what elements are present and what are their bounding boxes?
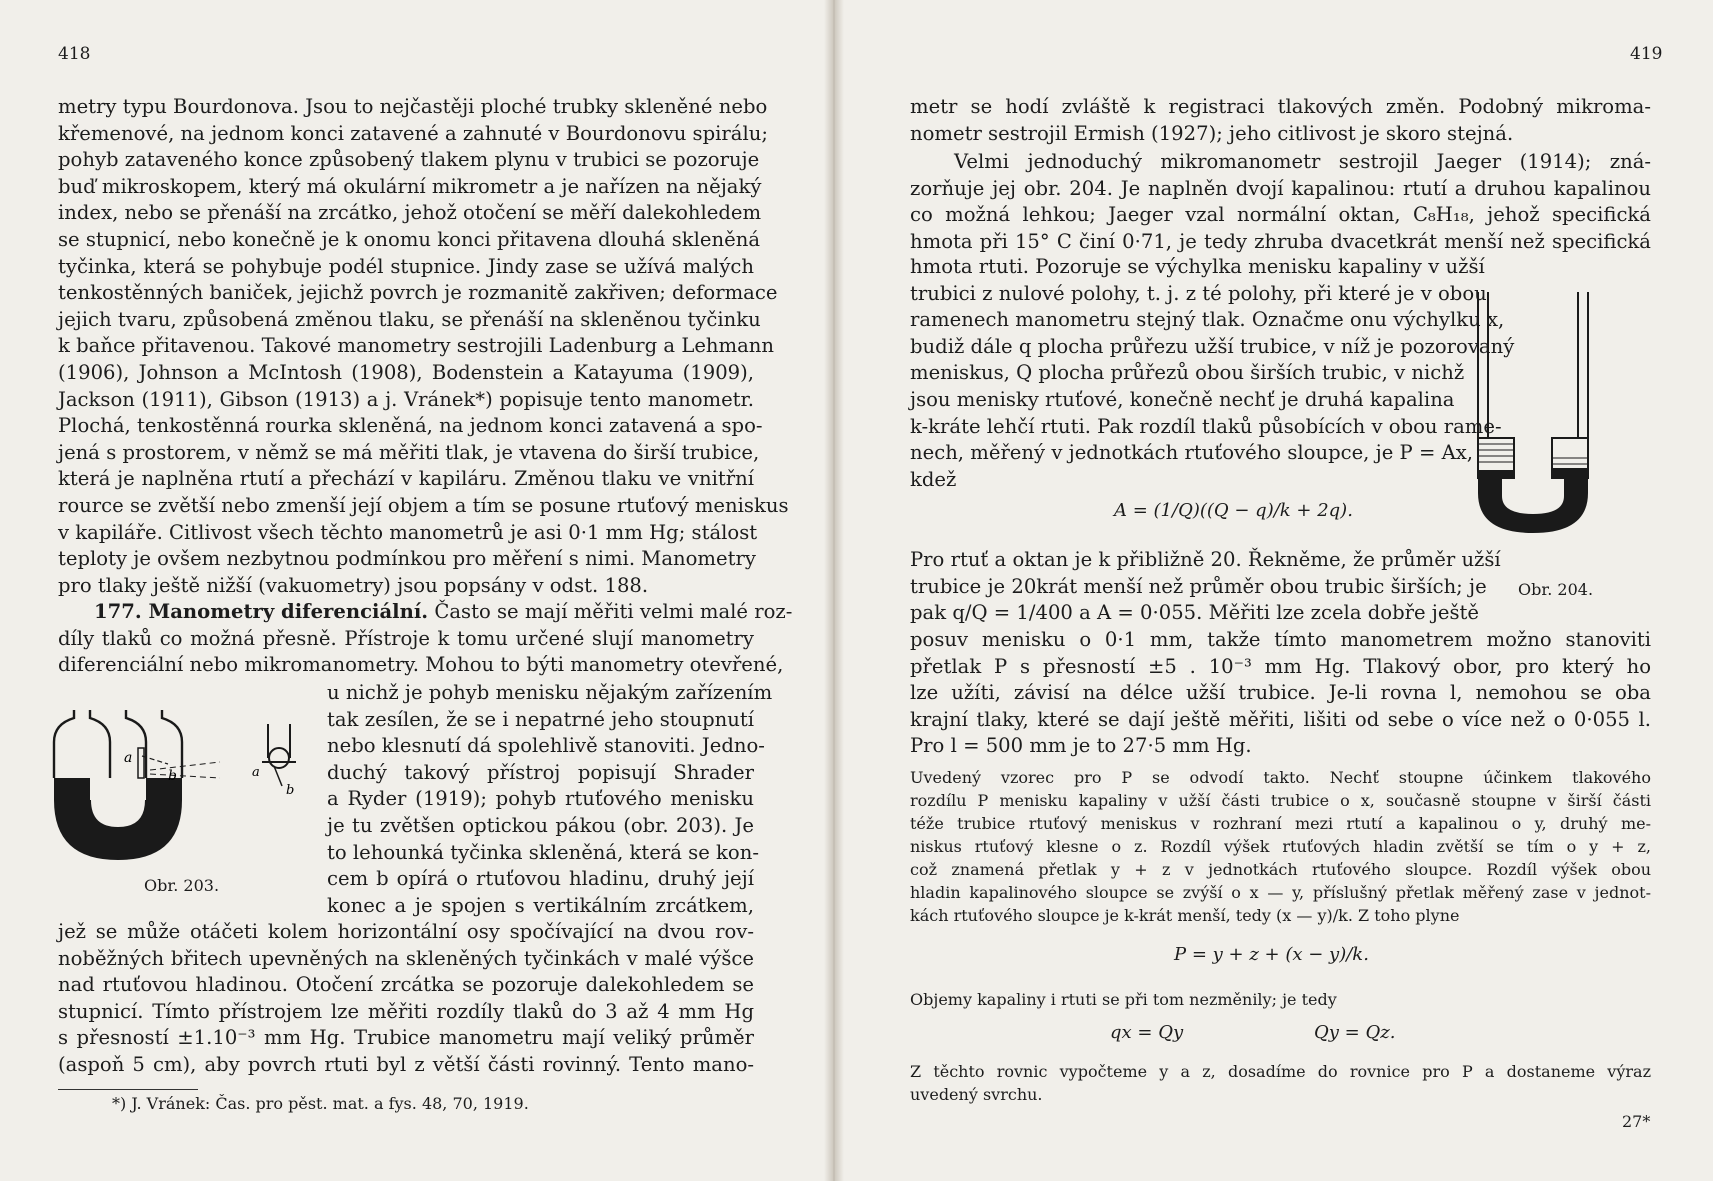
text-line: ramenech manometru stejný tlak. Označme onu výchylku x, [910,308,1505,332]
text-line: uvedený svrchu. [910,1085,1043,1104]
text-line: nad rtuťovou hladinou. Otočení zrcátka se pozoruje dalekohledem se [58,973,754,997]
left-paragraph-1 [58,94,793,679]
text-line: diferenciální nebo mikromanometry. Mohou to býti manometry otevřené, [58,653,784,677]
text-line: metr se hodí zvláště k registraci tlakových změn. Podobný mikroma- [910,95,1651,118]
section-177-first-line [58,599,793,626]
text-line: stupnicí. Tímto přístrojem lze měřiti rozdíly tlaků do 3 až 4 mm Hg [58,999,754,1023]
text-line: Plochá, tenkostěnná rourka skleněná, na jednom konci zatavená a spo- [58,414,763,438]
figure-203-caption: Obr. 203. [144,876,220,895]
text-line: nebo klesnutí dá spolehlivě stanoviti. Jedno- [327,734,765,758]
text-line: pohyb zataveného konce způsobený tlakem plynu v trubici se pozoruje [58,148,760,172]
right-wrapped-paragraph [910,254,1515,493]
text-line: Uvedený vzorec pro P se odvodí takto. Nechť stoupne účinkem tlakového [910,768,1651,787]
text-line: co možná lehkou; Jaeger vzal normální oktan, C₈H₁₈, jehož specifická [910,203,1651,227]
text-line: Často se mají měřiti velmi malé roz- [428,600,793,624]
text-line: duchý takový přístroj popisují Shrader [327,760,754,784]
text-line: což znamená přetlak y + z v jednotkách rtuťového sloupce. Rozdíl výšek obou [910,860,1651,879]
equation-qx: qx = Qy [1110,1022,1184,1043]
figure-label-b: b [168,768,177,784]
equation-P: P = y + z + (x − y)/k. [1174,944,1369,965]
text-line: lze užíti, závisí na délce užší trubice. Je-li rovna l, nemohou se oba [910,681,1651,705]
text-line: k baňce přitavenou. Takové manometry sestrojili Ladenburg a Lehmann [58,334,775,358]
text-line: tenkostěnných baniček, jejichž povrch je rozmanitě zakřiven; deformace [58,281,778,305]
text-line: pak q/Q = 1/400 a A = 0·055. Měřiti lze zcela dobře ještě [910,601,1479,625]
figure-203 [50,700,320,870]
figure-204-caption: Obr. 204. [1518,580,1594,599]
text-line: konec a je spojen s vertikálním zrcátkem, [327,893,754,917]
text-line: kách rtuťového sloupce je k-krát menší, tedy (x — y)/k. Z toho plyne [910,906,1460,925]
text-line: pro tlaky ještě nižší (vakuometry) jsou popsány v odst. 188. [58,573,649,597]
derivation-note-3 [910,1060,1651,1106]
text-line: jež se může otáčeti kolem horizontální osy spočívající na dvou rov- [58,920,754,943]
book-gutter [824,0,844,1181]
text-line: se stupnicí, nebo konečně je k onomu konci přitavena dlouhá skleněná [58,227,761,251]
left-paragraph-2 [58,919,754,1079]
text-line: jsou menisky rtuťové, konečně nechť je druhá kapalina [910,387,1455,411]
text-line: (aspoň 5 cm), aby povrch rtuti byl z větší části rovinný. Tento mano- [58,1052,754,1076]
text-line: křemenové, na jednom konci zatavené a zahnuté v Bourdonovu spirálu; [58,121,768,145]
text-line: která je naplněna rtutí a přechází v kapiláru. Změnou tlaku ve vnitřní [58,467,754,491]
right-paragraph-1 [910,94,1651,256]
text-line: cem b opírá o rtuťovou hladinu, druhý její [327,867,754,891]
left-page [0,0,824,1181]
text-line: (1906), Johnson a McIntosh (1908), Bodenstein a Katayuma (1909), [58,360,754,384]
footnote-rule [58,1089,198,1090]
text-line: je tu zvětšen optickou pákou (obr. 203). Je [327,813,754,837]
text-line: tyčinka, která se pohybuje podél stupnice. Jindy zase se užívá malých [58,254,754,278]
text-line: hladin kapalinového sloupce se zvýší o x — y, příslušný přetlak měřený zase v jednot- [910,883,1651,902]
signature-mark: 27* [1622,1112,1651,1131]
text-line: u nichž je pohyb menisku nějakým zařízením [327,681,773,704]
section-heading: 177. Manometry diferenciální. [94,600,429,624]
text-line: metry typu Bourdonova. Jsou to nejčastěji ploché trubky skleněné nebo [58,95,768,118]
text-line: Jackson (1911), Gibson (1913) a j. Vránek*) popisuje tento manometr. [58,387,754,411]
text-line: budiž dále q plocha průřezu užší trubice, v níž je pozorovaný [910,334,1515,358]
text-line: zorňuje jej obr. 204. Je naplněn dvojí kapalinou: rtutí a druhou kapalinou [910,176,1651,200]
derivation-note-2 [910,988,1651,1011]
text-line: rource se zvětší nebo zmenší její objem a tím se posune rtuťový meniskus [58,493,789,517]
text-line: meniskus, Q plocha průřezů obou širších trubic, v nichž [910,361,1465,385]
text-line: přetlak P s přesností ±5 . 10⁻³ mm Hg. Tlakový obor, pro který ho [910,654,1651,678]
text-line: posuv menisku o 0·1 mm, takže tímto manometrem možno stanoviti [910,628,1651,651]
figure-204 [1468,288,1608,558]
text-line: krajní tlaky, které se dají ještě měřiti, lišiti od sebe o více než o 0·055 l. [910,707,1651,731]
text-line: trubice je 20krát menší než průměr obou trubic širších; je [910,574,1487,598]
figure-label-a: a [124,750,133,766]
page-number-right: 419 [1630,44,1663,64]
text-line: Z těchto rovnic vypočteme y a z, dosadíme do rovnice pro P a dostaneme výraz [910,1062,1651,1081]
text-line: teploty je ovšem nezbytnou podmínkou pro měření s nimi. Manometry [58,547,756,571]
text-line: a Ryder (1919); pohyb rtuťového menisku [327,787,754,811]
text-line: niskus rtuťový klesne o z. Rozdíl výšek rtuťových hladin zvětší se tím o y + z, [910,837,1651,856]
text-line: trubici z nulové polohy, t. j. z té polohy, při které je v obou [910,281,1487,305]
derivation-note [910,766,1651,927]
text-line: nech, měřený v jednotkách rtuťového sloupce, je P = Ax, [910,441,1474,465]
text-line: nometr sestrojil Ermish (1927); jeho citlivost je skoro stejná. [910,121,1514,145]
equation-A: A = (1/Q)((Q − q)/k + 2q). [1114,500,1353,521]
footnote: *) J. Vránek: Čas. pro pěst. mat. a fys. 48, 70, 1919. [112,1094,529,1113]
text-line: hmota rtuti. Pozoruje se výchylka menisku kapaliny v užší [910,255,1485,278]
text-line: index, nebo se přenáší na zrcátko, jehož otočení se měří dalekohledem [58,201,762,225]
text-line: tak zesílen, že se i nepatrné jeho stoupnutí [327,707,754,731]
text-line: to lehounká tyčinka skleněná, která se kon- [327,840,759,864]
text-line: téže trubice rtuťový meniskus v rozhraní mezi rtutí a kapalinou o y, druhý me- [910,814,1651,833]
text-line: kdež [910,467,957,491]
right-paragraph-2 [910,627,1651,760]
equation-Qy: Qy = Qz. [1314,1022,1396,1043]
text-line: k-kráte lehčí rtuti. Pak rozdíl tlaků působících v obou rame- [910,414,1502,438]
text-line: Pro rtuť a oktan je k přibližně 20. Řekněme, že průměr užší [910,548,1501,571]
left-wrapped-paragraph [327,680,773,919]
text-line: noběžných břitech upevněných na skleněných tyčinkách v malé výšce [58,946,754,970]
text-line: s přesností ±1.10⁻³ mm Hg. Trubice manometru mají veliký průměr [58,1026,754,1050]
text-line: díly tlaků co možná přesně. Přístroje k tomu určené slují manometry [58,626,754,650]
text-line: Objemy kapaliny i rtuti se při tom nezměnily; je tedy [910,990,1337,1009]
text-line: jená s prostorem, v němž se má měřiti tlak, je vtavena do širší trubice, [58,440,760,464]
figure-detail-label-b: b [286,783,295,798]
page-number-left: 418 [58,44,91,64]
right-wrapped-paragraph-2 [910,547,1501,627]
figure-detail-label-a: a [252,765,260,780]
text-line: buď mikroskopem, který má okulární mikrometr a je nařízen na nějaký [58,174,762,198]
text-line: jejich tvaru, způsobená změnou tlaku, se přenáší na skleněnou tyčinku [58,307,761,331]
text-line: v kapiláře. Citlivost všech těchto manometrů je asi 0·1 mm Hg; stálost [58,520,758,544]
right-page [844,0,1713,1181]
text-line: Pro l = 500 mm je to 27·5 mm Hg. [910,734,1252,758]
text-line: Velmi jednoduchý mikromanometr sestrojil Jaeger (1914); zná- [954,150,1651,174]
text-line: rozdílu P menisku kapaliny v užší části trubice o x, současně stoupne v širší části [910,791,1651,810]
text-line: hmota při 15° C činí 0·71, je tedy zhruba dvacetkrát menší než specifická [910,229,1651,253]
